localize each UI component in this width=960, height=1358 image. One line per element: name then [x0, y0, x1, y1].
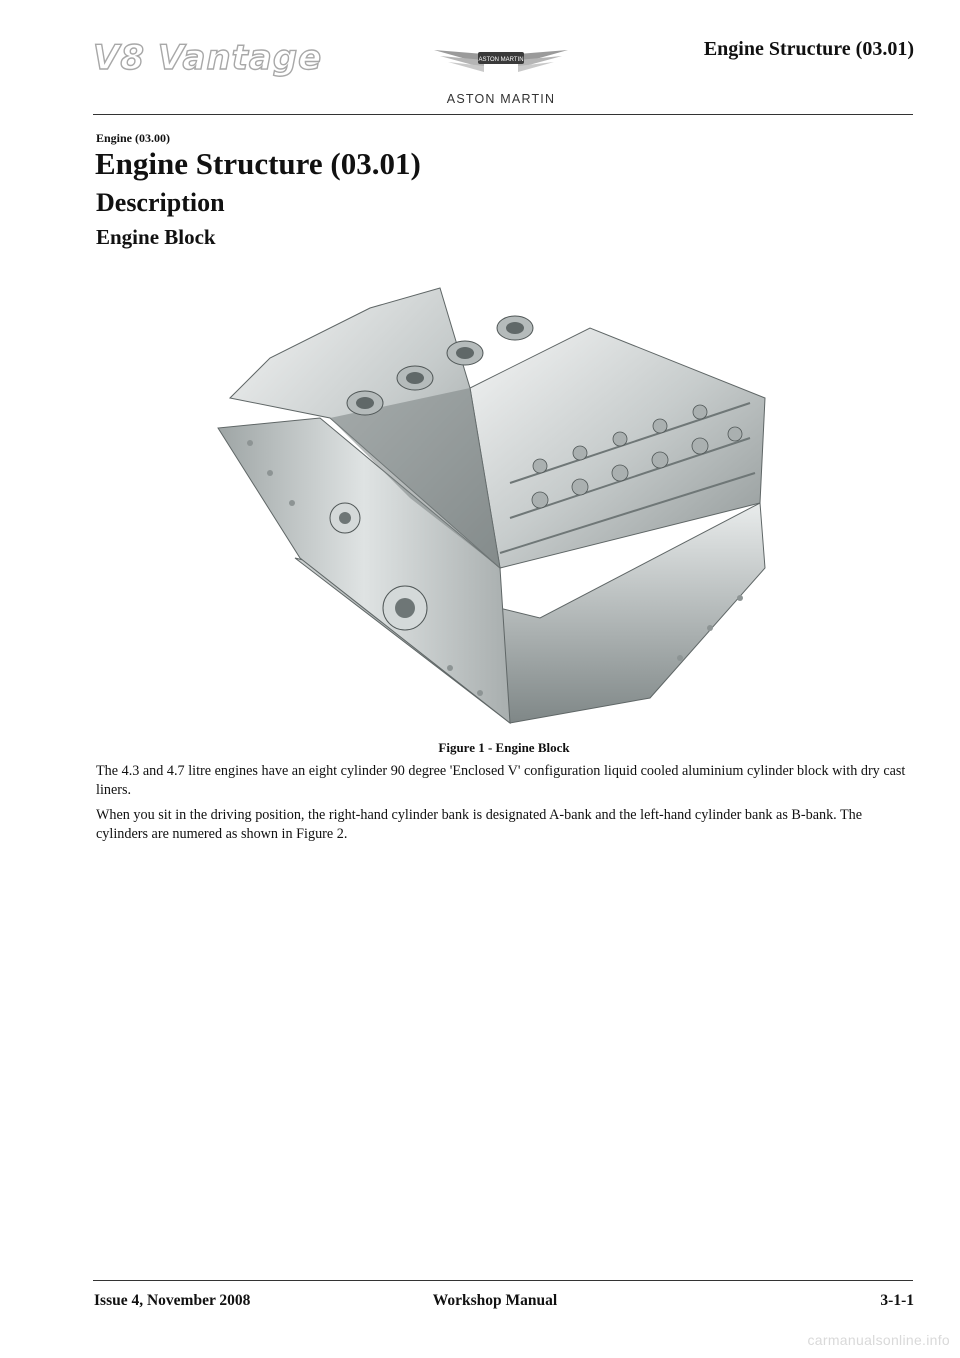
- brand-name: ASTON MARTIN: [446, 92, 556, 106]
- watermark: carmanualsonline.info: [807, 1332, 950, 1348]
- engine-block-figure: [210, 268, 770, 726]
- footer-manual-title: Workshop Manual: [432, 1292, 558, 1309]
- subsection-title: Engine Block: [96, 225, 216, 249]
- section-title: Description: [96, 188, 225, 217]
- header-section-title: Engine Structure (03.01): [703, 38, 914, 60]
- page-header: [0, 0, 960, 118]
- header-divider: [93, 114, 913, 115]
- footer-issue: Issue 4, November 2008: [94, 1292, 251, 1309]
- breadcrumb: Engine (03.00): [96, 131, 171, 145]
- brand-badge-text: ASTON MARTIN: [478, 57, 524, 63]
- page-title: Engine Structure (03.01): [95, 146, 421, 181]
- body-paragraph: When you sit in the driving position, the right-hand cylinder bank is designated A-bank and the left-hand cylinder bank as B-bank. The cylinders are numered as shown in Figure 2.: [96, 807, 863, 842]
- body-paragraph: The 4.3 and 4.7 litre engines have an eight cylinder 90 degree 'Enclosed V' configuration liquid cooled aluminium cylinder block with dry cast liners.: [96, 763, 906, 798]
- figure-caption: Figure 1 - Engine Block: [438, 740, 570, 755]
- aston-martin-wings-logo: [432, 42, 570, 84]
- footer-page-number: 3-1-1: [880, 1292, 914, 1309]
- model-logo: V8 Vantage: [93, 38, 323, 78]
- footer-divider: [93, 1280, 913, 1281]
